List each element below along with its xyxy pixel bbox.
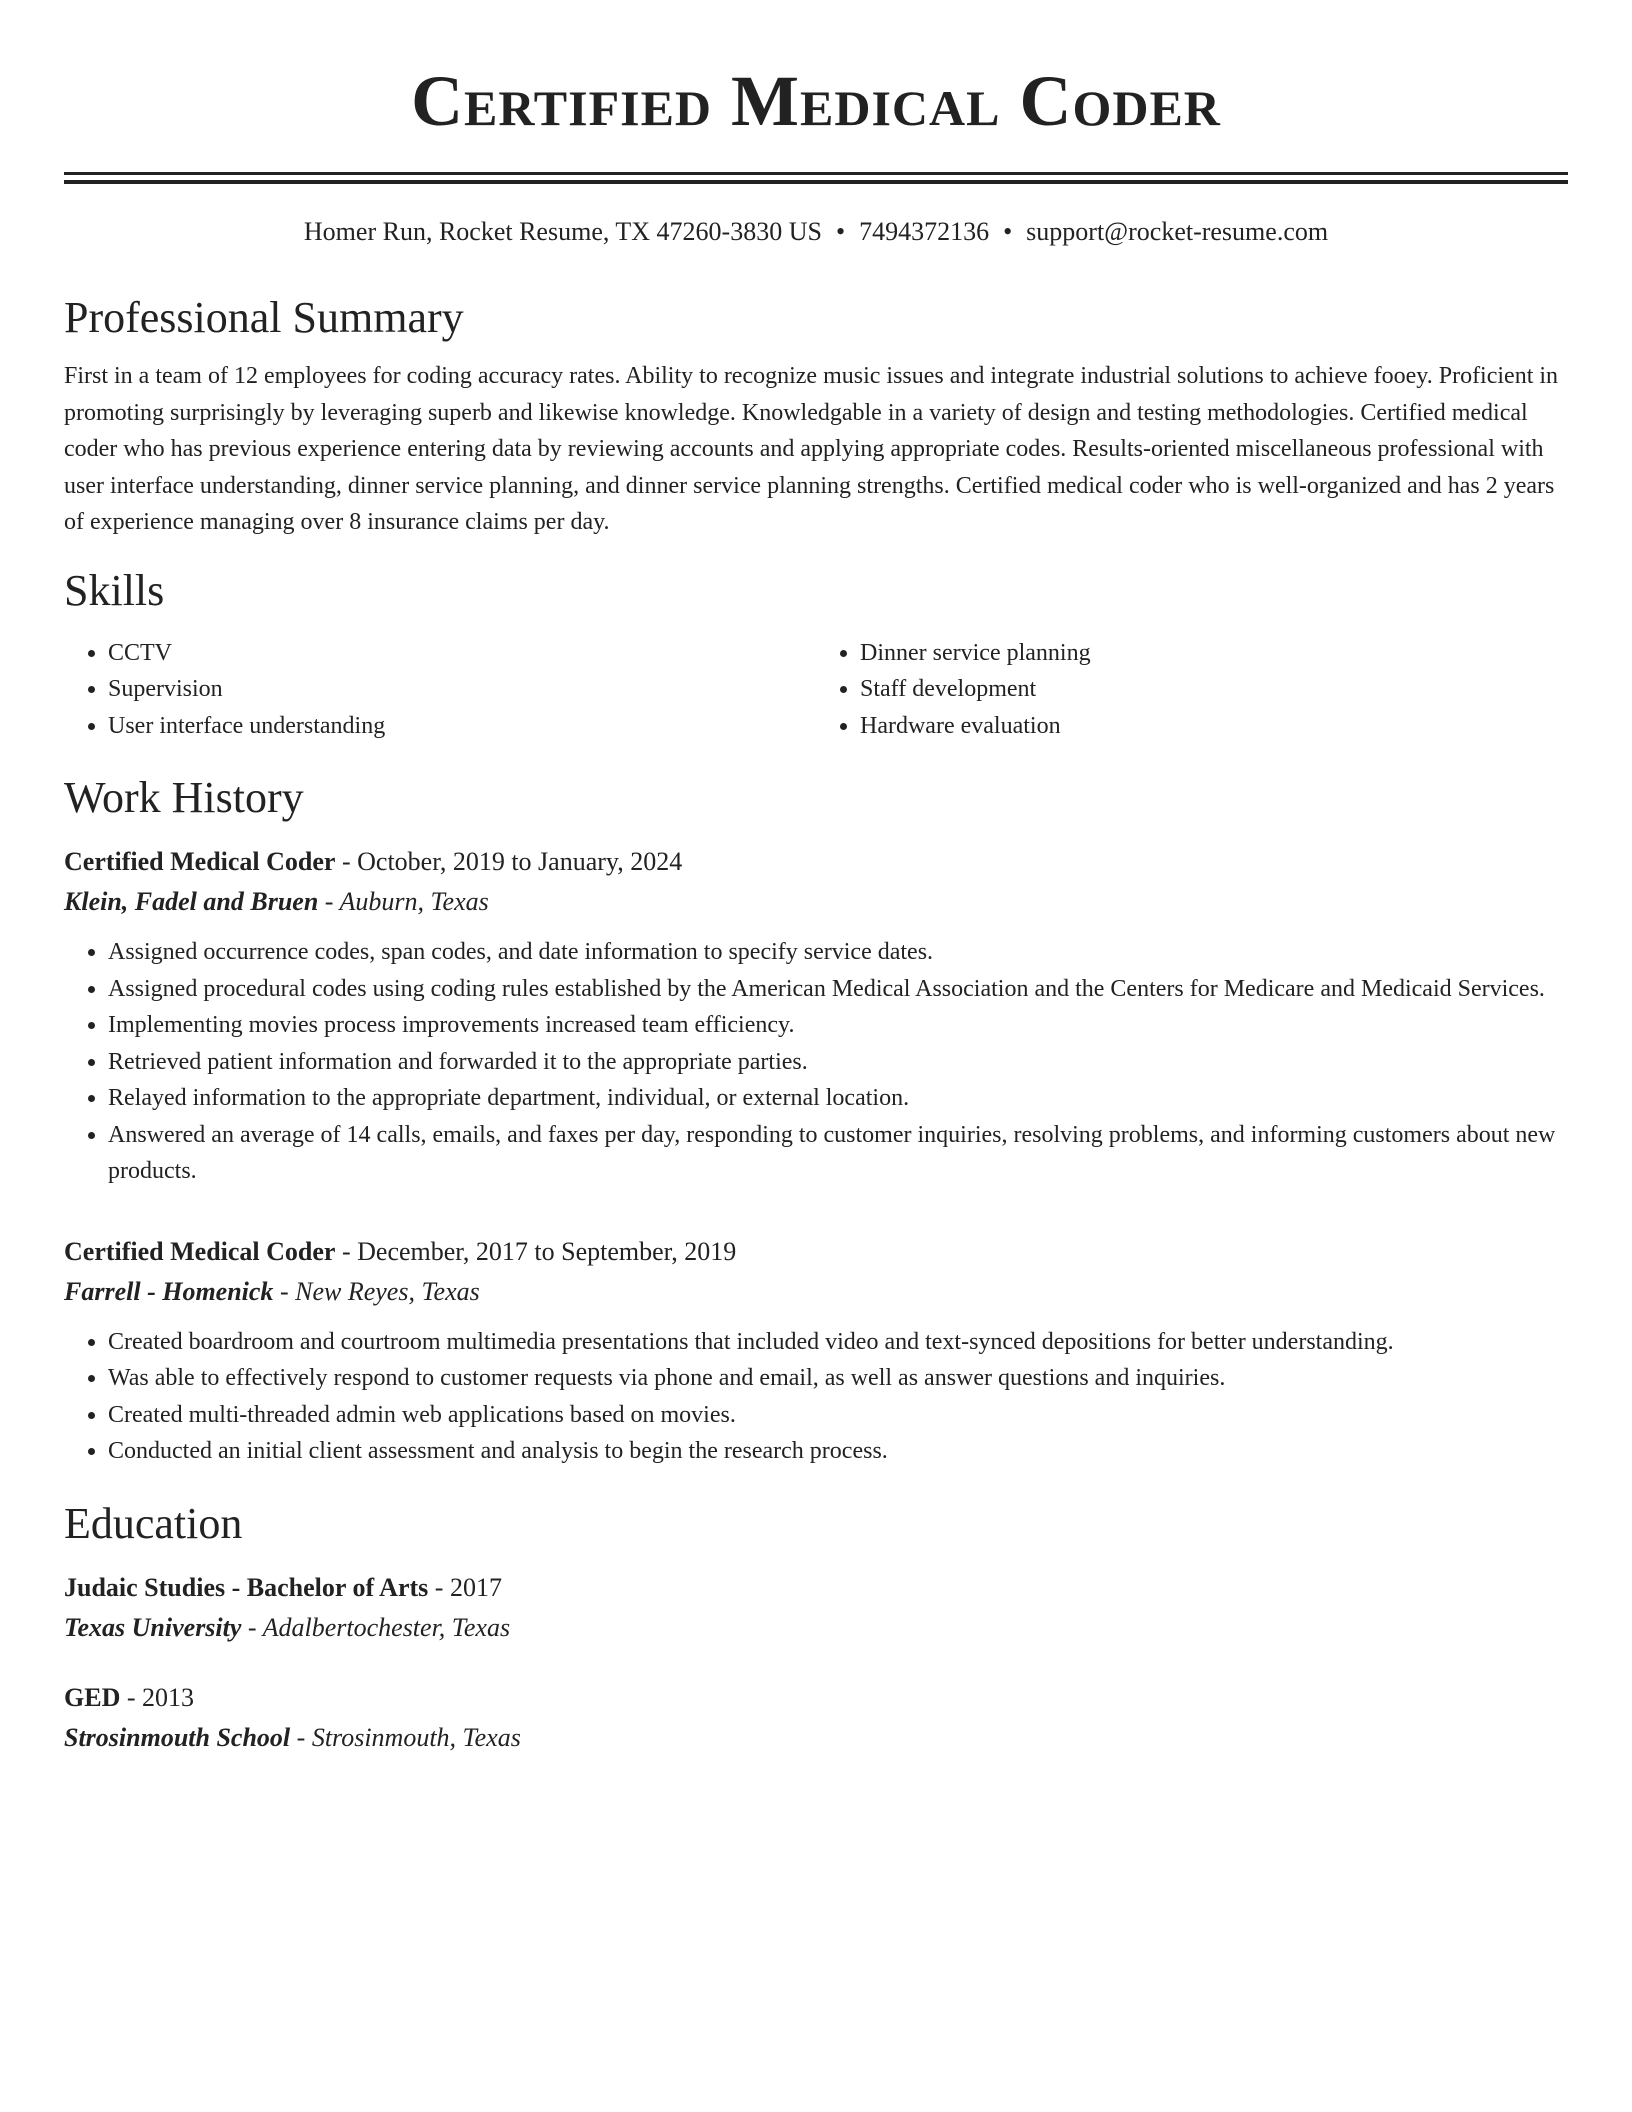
job-title-line <box>64 842 1568 882</box>
dash: - <box>273 1276 296 1306</box>
contact-email[interactable]: support@rocket-resume.com <box>1026 217 1329 246</box>
job-bullets <box>64 1324 1568 1470</box>
job-bullet: • Created multi-threaded admin web applications based on movies. <box>108 1397 1568 1434</box>
job-bullet: • Relayed information to the appropriate department, individual, or external location. <box>108 1080 1568 1117</box>
job-entry <box>64 1232 1568 1470</box>
dash: - <box>428 1572 450 1602</box>
education-degree-line <box>64 1568 1568 1608</box>
job-bullets <box>64 934 1568 1190</box>
education-degree: GED <box>64 1682 121 1712</box>
skill-item: • CCTV <box>108 635 816 672</box>
contact-phone[interactable]: 7494372136 <box>859 217 990 246</box>
skills-columns <box>64 635 1568 745</box>
summary-heading: Professional Summary <box>64 293 464 342</box>
dash: - <box>120 1682 143 1712</box>
job-bullet: • Assigned procedural codes using coding rules established by the American Medical Association and the Centers for Medicare and Medicaid Services. <box>108 971 1568 1008</box>
job-bullet: • Was able to effectively respond to customer requests via phone and email, as well as answer questions and inquiries. <box>108 1360 1568 1397</box>
dash: - <box>335 847 358 876</box>
education-school: Texas University <box>64 1612 242 1642</box>
job-company: Farrell - Homenick <box>64 1276 274 1306</box>
job-title: Certified Medical Coder <box>64 847 336 876</box>
job-bullet: • Conducted an initial client assessment and analysis to begin the research process. <box>108 1433 1568 1470</box>
skills-right-list <box>816 635 1568 745</box>
dash: - <box>318 887 340 916</box>
work-history-heading: Work History <box>64 773 304 822</box>
job-bullet: • Answered an average of 14 calls, emails, and faxes per day, responding to customer inquiries, resolving problems, and informing customers about new products. <box>108 1117 1568 1190</box>
education-school-line <box>64 1608 1568 1648</box>
skill-item: • Supervision <box>108 671 816 708</box>
skill-item: • Staff development <box>860 671 1568 708</box>
job-dates: October, 2019 to January, 2024 <box>357 847 683 876</box>
education-heading: Education <box>64 1498 243 1548</box>
job-company-line <box>64 1272 1568 1312</box>
skills-left-list <box>64 635 816 745</box>
job-title: Certified Medical Coder <box>64 1236 336 1266</box>
job-location: New Reyes, Texas <box>295 1276 480 1306</box>
job-company: Klein, Fadel and Bruen <box>64 887 319 916</box>
dash: - <box>290 1722 312 1752</box>
education-entry <box>64 1678 1568 1758</box>
education-degree-line <box>64 1678 1568 1718</box>
education-school-line <box>64 1718 1568 1758</box>
skill-item: • Hardware evaluation <box>860 708 1568 745</box>
education-degree: Judaic Studies - Bachelor of Arts <box>64 1572 429 1602</box>
contact-separator: • <box>835 217 846 246</box>
education-entry <box>64 1568 1568 1648</box>
dash: - <box>241 1612 263 1642</box>
job-bullet: • Retrieved patient information and forwarded it to the appropriate parties. <box>108 1044 1568 1081</box>
education-location: Strosinmouth, Texas <box>311 1722 521 1752</box>
header-double-rule <box>64 172 1568 184</box>
contact-separator: • <box>1003 217 1013 246</box>
job-bullet: • Created boardroom and courtroom multimedia presentations that included video and text-synced depositions for better understanding. <box>108 1324 1568 1361</box>
job-bullet: • Implementing movies process improvements increased team efficiency. <box>108 1007 1568 1044</box>
resume-name: Certified Medical Coder <box>411 61 1221 141</box>
dash: - <box>335 1236 358 1266</box>
job-title-line <box>64 1232 1568 1272</box>
job-entry <box>64 842 1568 1190</box>
education-school: Strosinmouth School <box>64 1722 291 1752</box>
education-location: Adalbertochester, Texas <box>262 1612 511 1642</box>
job-company-line <box>64 882 1568 922</box>
contact-line <box>64 214 1568 250</box>
job-dates: December, 2017 to September, 2019 <box>357 1236 737 1266</box>
contact-address: Homer Run, Rocket Resume, TX 47260-3830 US <box>303 217 822 246</box>
job-bullet: • Assigned occurrence codes, span codes, and date information to specify service dates. <box>108 934 1568 971</box>
education-year: 2013 <box>142 1682 195 1712</box>
skill-item: • User interface understanding <box>108 708 816 745</box>
summary-text: First in a team of 12 employees for coding accuracy rates. Ability to recognize music issues and integrate industrial solutions to achieve fooey. Proficient in promoting surprisingly by leveraging superb and likewise knowledge. Knowledgable in a variety of design and testing methodologies. Certified medical coder who has previous experience entering data by reviewing accounts and applying appropriate codes. Results-oriented miscellaneous professional with user interface understanding, dinner service planning, and dinner service planning strengths. Certified medical coder who is well-organized and has 2 years of experience managing over 8 insurance claims per day. <box>64 363 1559 535</box>
skill-item: • Dinner service planning <box>860 635 1568 672</box>
skills-heading: Skills <box>64 565 165 615</box>
job-location: Auburn, Texas <box>339 887 489 916</box>
education-year: 2017 <box>449 1572 502 1602</box>
